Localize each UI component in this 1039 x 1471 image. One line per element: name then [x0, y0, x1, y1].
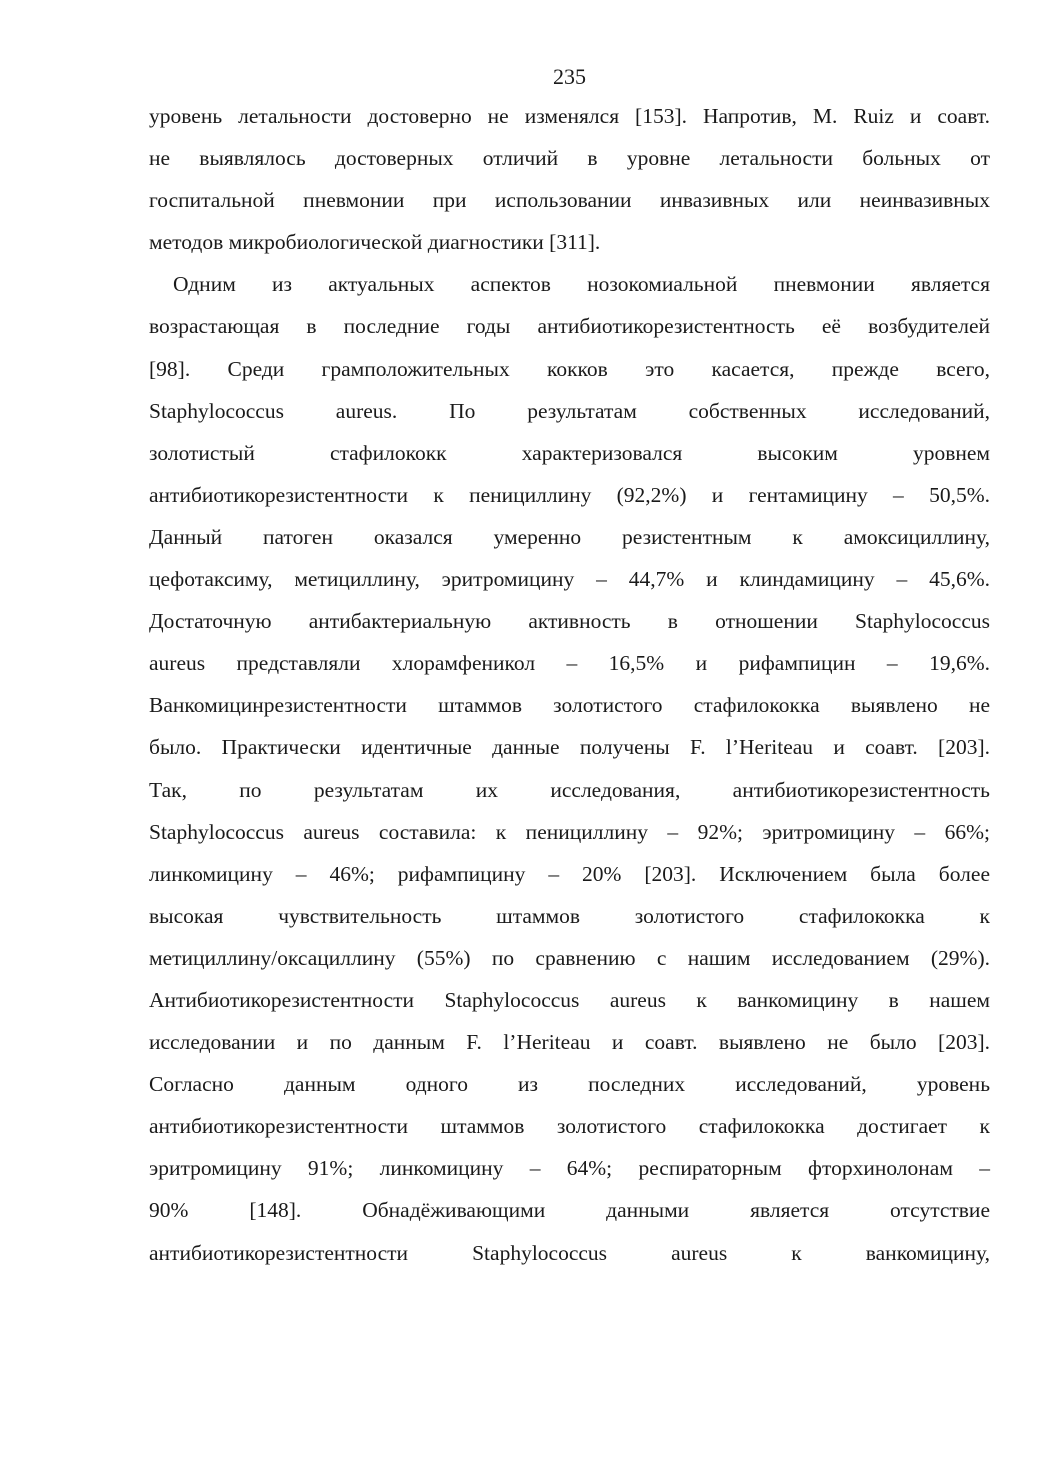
text-line: не выявлялось достоверных отличий в уровне летальности больных от	[149, 146, 990, 171]
text-line: линкомицину – 46%; рифампицину – 20% [203]. Исключением была более	[149, 861, 990, 886]
text-line: 90% [148]. Обнадёживающими данными является отсутствие	[149, 1198, 990, 1223]
page-number: 235	[553, 64, 586, 89]
text-line: антибиотикорезистентности Staphylococcus aureus к ванкомицину,	[149, 1240, 990, 1265]
text-line: Одним из актуальных аспектов нозокомиальной пневмонии является	[173, 272, 990, 297]
text-line: эритромицину 91%; линкомицину – 64%; респираторным фторхинолонам –	[149, 1156, 990, 1181]
text-line: золотистый стафилококк характеризовался высоким уровнем	[149, 440, 990, 465]
text-line: [98]. Среди грамположительных кокков это касается, прежде всего,	[149, 356, 990, 381]
text-line: было. Практически идентичные данные получены F. l’Heriteau и соавт. [203].	[149, 735, 990, 760]
text-line: исследовании и по данным F. l’Heriteau и соавт. выявлено не было [203].	[149, 1030, 990, 1055]
text-line: методов микробиологической диагностики [311].	[149, 230, 601, 255]
text-line: метициллину/оксациллину (55%) по сравнению с нашим исследованием (29%).	[149, 945, 990, 970]
text-line: Достаточную антибактериальную активность в отношении Staphylococcus	[149, 609, 990, 634]
text-line: Staphylococcus aureus. По результатам собственных исследований,	[149, 398, 990, 423]
text-line: антибиотикорезистентности штаммов золотистого стафилококка достигает к	[149, 1114, 990, 1139]
text-line: Согласно данным одного из последних исследований, уровень	[149, 1072, 990, 1097]
text-line: Данный патоген оказался умеренно резистентным к амоксициллину,	[149, 524, 990, 549]
text-line: госпитальной пневмонии при использовании инвазивных или неинвазивных	[149, 188, 990, 213]
text-line: Ванкомицинрезистентности штаммов золотистого стафилококка выявлено не	[149, 693, 990, 718]
text-line: возрастающая в последние годы антибиотикорезистентность её возбудителей	[149, 314, 990, 339]
document-text-body	[149, 98, 990, 1277]
text-line: антибиотикорезистентности к пенициллину (92,2%) и гентамицину – 50,5%.	[149, 482, 990, 507]
text-line: Так, по результатам их исследования, антибиотикорезистентность	[149, 777, 990, 802]
text-line: Staphylococcus aureus составила: к пенициллину – 92%; эритромицину – 66%;	[149, 819, 990, 844]
text-line: высокая чувствительность штаммов золотистого стафилококка к	[149, 903, 990, 928]
text-line: цефотаксиму, метициллину, эритромицину – 44,7% и клиндамицину – 45,6%.	[149, 567, 990, 592]
text-line: Антибиотикорезистентности Staphylococcus aureus к ванкомицину в нашем	[149, 987, 990, 1012]
text-line: уровень летальности достоверно не изменялся [153]. Напротив, M. Ruiz и соавт.	[149, 104, 990, 128]
text-line: aureus представляли хлорамфеникол – 16,5% и рифампицин – 19,6%.	[149, 651, 990, 676]
